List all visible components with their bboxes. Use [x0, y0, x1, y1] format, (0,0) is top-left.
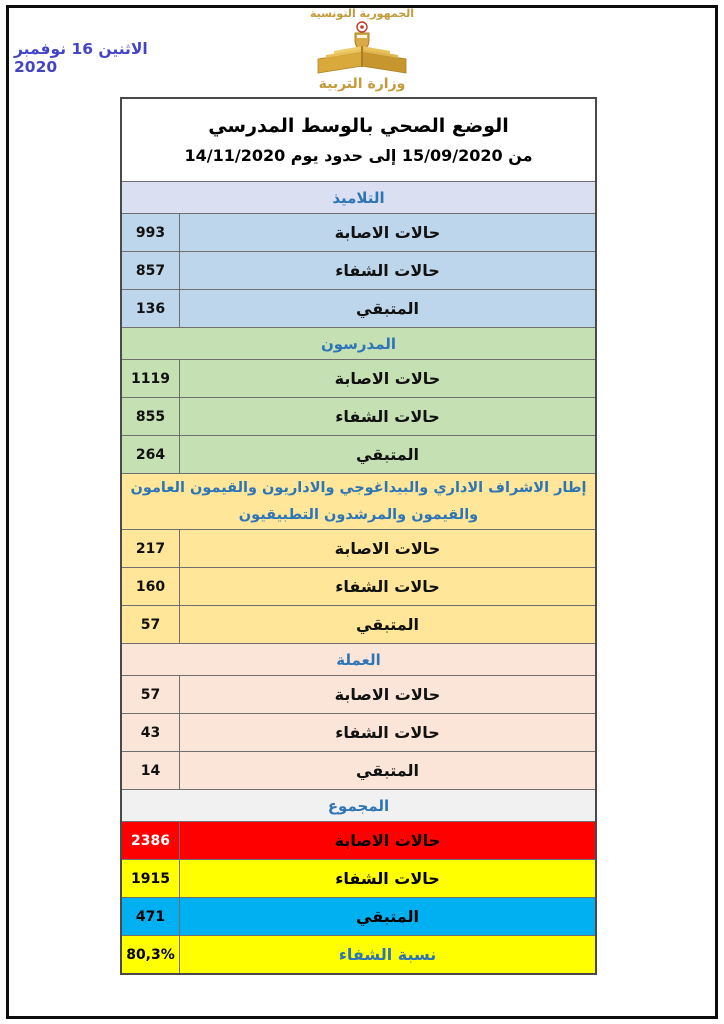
total-row — [121, 860, 596, 898]
section-title-total: المجموع — [121, 790, 596, 822]
section-title-workers: العملة — [121, 644, 596, 676]
section-header-row — [121, 328, 596, 360]
date-stamp: الاثنين 16 نوفمبر 2020 — [14, 40, 148, 76]
republic-title: الجمهورية التونسية — [309, 7, 415, 20]
section-title-students: التلاميذ — [121, 182, 596, 214]
ministry-title: وزارة التربية — [318, 76, 406, 93]
total-row — [121, 822, 596, 860]
table-row — [121, 436, 596, 474]
row-value: 264 — [121, 436, 180, 474]
total-value: 2386 — [121, 822, 180, 860]
row-value: 993 — [121, 214, 180, 252]
table-row — [121, 676, 596, 714]
row-value: 855 — [121, 398, 180, 436]
ministry-emblem-book-icon — [306, 21, 418, 79]
row-label: المتبقي — [180, 436, 597, 474]
row-value: 857 — [121, 252, 180, 290]
row-label: المتبقي — [180, 290, 597, 328]
health-report-table — [120, 97, 597, 975]
row-value: 57 — [121, 676, 180, 714]
row-label: حالات الشفاء — [180, 568, 597, 606]
table-row — [121, 360, 596, 398]
row-value: 136 — [121, 290, 180, 328]
total-value: 1915 — [121, 860, 180, 898]
row-value: 1119 — [121, 360, 180, 398]
table-row — [121, 530, 596, 568]
table-row — [121, 398, 596, 436]
total-label: حالات الاصابة — [180, 822, 597, 860]
row-value: 57 — [121, 606, 180, 644]
title-row — [121, 98, 596, 182]
section-header-row — [121, 182, 596, 214]
table-row — [121, 214, 596, 252]
row-value: 160 — [121, 568, 180, 606]
row-value: 43 — [121, 714, 180, 752]
table-row — [121, 252, 596, 290]
section-header-row — [121, 790, 596, 822]
row-label: المتبقي — [180, 752, 597, 790]
section-header-row — [121, 474, 596, 530]
row-label: حالات الشفاء — [180, 714, 597, 752]
table-row — [121, 290, 596, 328]
total-value: 80,3% — [121, 936, 180, 975]
total-label: المتبقي — [180, 898, 597, 936]
report-title-cell — [121, 98, 596, 182]
total-row — [121, 936, 596, 975]
table-row — [121, 714, 596, 752]
total-label: نسبة الشفاء — [180, 936, 597, 975]
row-label: حالات الاصابة — [180, 360, 597, 398]
report-subtitle: من 15/09/2020 إلى حدود يوم 14/11/2020 — [184, 146, 533, 165]
row-label: حالات الشفاء — [180, 252, 597, 290]
total-label: حالات الشفاء — [180, 860, 597, 898]
report-title: الوضع الصحي بالوسط المدرسي — [208, 115, 509, 137]
row-label: حالات الاصابة — [180, 214, 597, 252]
section-title-supervision: إطار الاشراف الاداري والبيداغوجي والاداريون والقيمون العامون والقيمون والمرشدون التطبيقيون — [121, 474, 596, 530]
section-header-row — [121, 644, 596, 676]
table-row — [121, 606, 596, 644]
row-label: حالات الاصابة — [180, 530, 597, 568]
table-row — [121, 752, 596, 790]
row-label: حالات الشفاء — [180, 398, 597, 436]
total-row — [121, 898, 596, 936]
total-value: 471 — [121, 898, 180, 936]
row-value: 217 — [121, 530, 180, 568]
table-row — [121, 568, 596, 606]
row-label: حالات الاصابة — [180, 676, 597, 714]
section-title-teachers: المدرسون — [121, 328, 596, 360]
row-value: 14 — [121, 752, 180, 790]
ministry-logo — [272, 8, 452, 92]
row-label: المتبقي — [180, 606, 597, 644]
